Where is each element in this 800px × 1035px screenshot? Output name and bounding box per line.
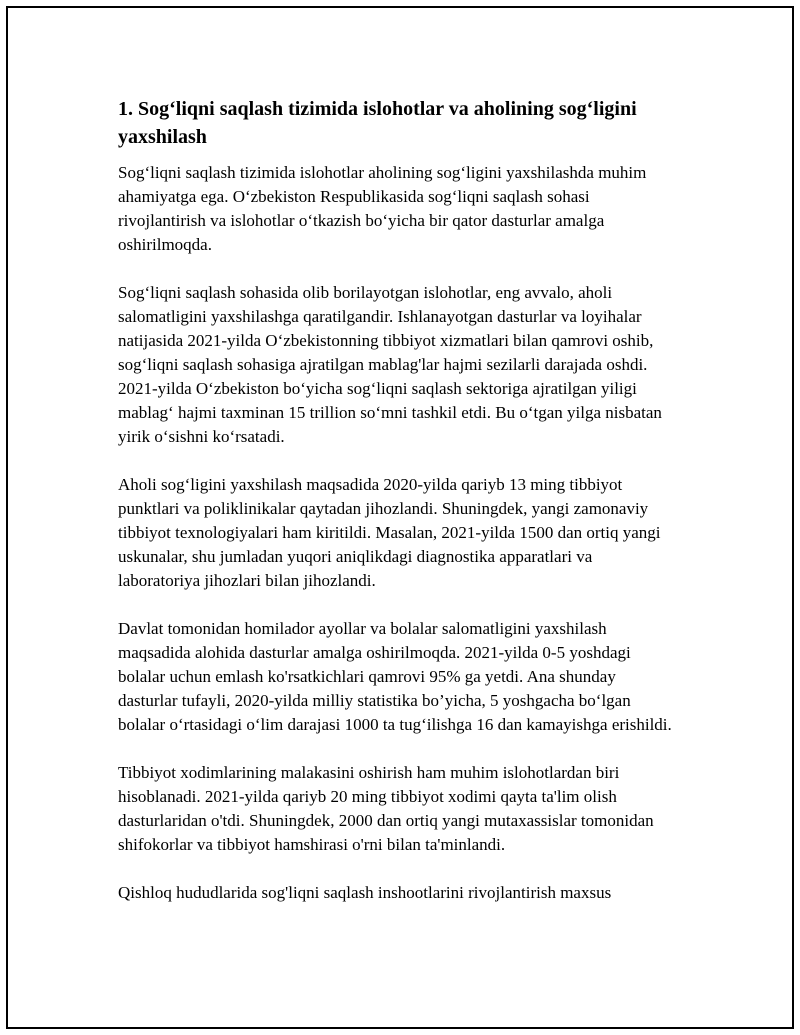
document-body: [118, 95, 678, 929]
paragraph-maternal-child-health: Davlat tomonidan homilador ayollar va bolalar salomatligini yaxshilash maqsadida alohida dasturlar amalga oshirilmoqda. 2021-yilda 0-5 yoshdagi bolalar uchun emlash ko'rsatkichlari qamrovi 95% ga yetdi. Ana shunday dasturlar tufayli, 2020-yilda milliy statistika bo’yicha, 5 yoshgacha bo‘lgan bolalar o‘rtasidagi o‘lim darajasi 1000 ta tug‘ilishga 16 dan kamayishga erishildi.: [118, 619, 672, 734]
paragraph-staff-training: Tibbiyot xodimlarining malakasini oshirish ham muhim islohotlardan biri hisoblanadi. 2021-yilda qariyb 20 ming tibbiyot xodimi qayta ta'lim olish dasturlaridan o'tdi. Shuningdek, 2000 dan ortiq yangi mutaxassislar tomonidan shifokorlar va tibbiyot hamshirasi o'rni bilan ta'minlandi.: [118, 763, 654, 854]
paragraph-medical-equipment: Aholi sog‘ligini yaxshilash maqsadida 2020-yilda qariyb 13 ming tibbiyot punktlari va poliklinikalar qaytadan jihozlandi. Shuningdek, yangi zamonaviy tibbiyot texnologiyalari ham kiritildi. Masalan, 2021-yilda 1500 dan ortiq yangi uskunalar, shu jumladan yuqori aniqlikdagi diagnostika apparatlari va laboratoriya jihozlari bilan jihozlandi.: [118, 475, 661, 590]
paragraph-rural-facilities: Qishloq hududlarida sog'liqni saqlash inshootlarini rivojlantirish maxsus: [118, 883, 612, 902]
paragraph-intro: Sog‘liqni saqlash tizimida islohotlar aholining sog‘ligini yaxshilashda muhim ahamiyatga ega. O‘zbekiston Respublikasida sog‘liqni saqlash sohasi rivojlantirish va islohotlar o‘tkazish bo‘yicha bir qator dasturlar amalga oshirilmoqda.: [118, 163, 647, 254]
paragraph-reforms-funding: Sog‘liqni saqlash sohasida olib borilayotgan islohotlar, eng avvalo, aholi salomatligini yaxshilashga qaratilgandir. Ishlanayotgan dasturlar va loyihalar natijasida 2021-yilda O‘zbekistonning tibbiyot xizmatlari bilan qamrovi oshib, sog‘liqni saqlash sohasiga ajratilgan mablag'lar hajmi sezilarli darajada oshdi. 2021-yilda O‘zbekiston bo‘yicha sog‘liqni saqlash sektoriga ajratilgan yiligi mablag‘ hajmi taxminan 15 trillion so‘mni tashkil etdi. Bu o‘tgan yilga nisbatan yirik o‘sishni ko‘rsatadi.: [118, 283, 662, 446]
section-heading: 1. Sog‘liqni saqlash tizimida islohotlar va aholining sog‘ligini yaxshilash: [118, 98, 637, 148]
